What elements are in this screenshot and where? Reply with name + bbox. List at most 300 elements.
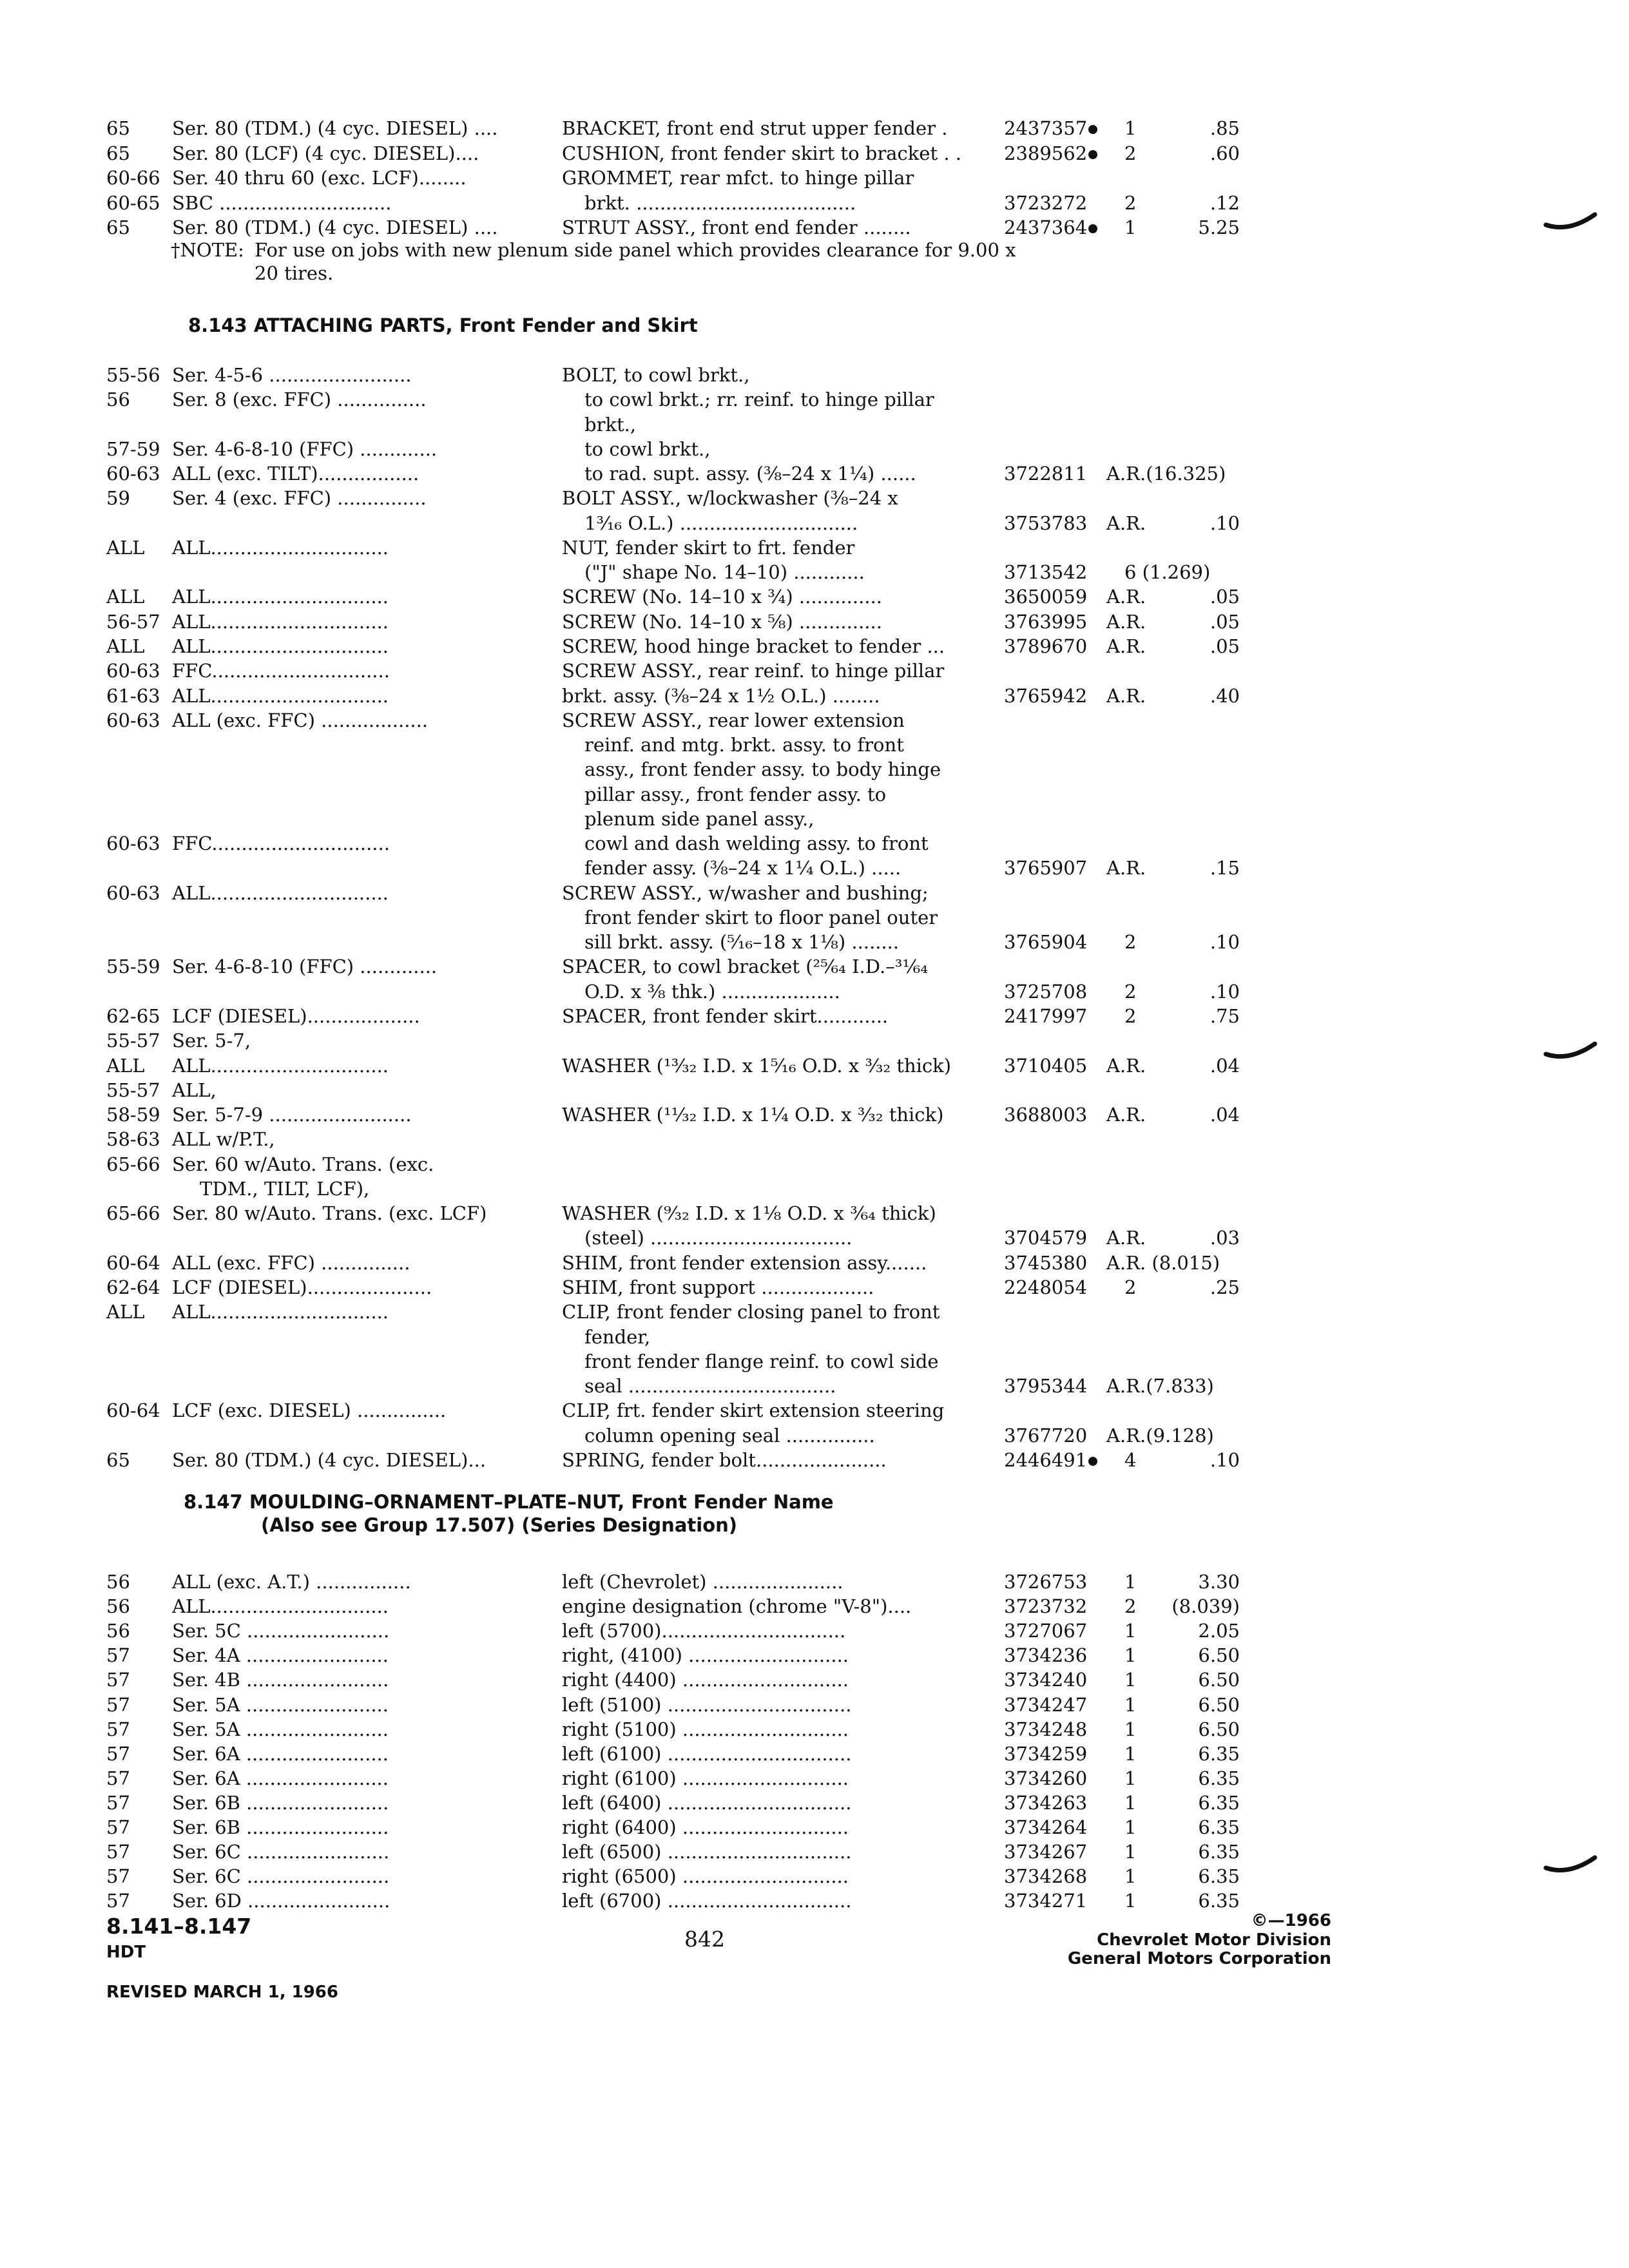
part-description: fender, [584, 1325, 651, 1348]
list-price: .10 [1210, 512, 1240, 534]
parts-row [0, 881, 1629, 905]
model-year: 57 [106, 1865, 130, 1888]
part-description: SCREW, hood hinge bracket to fender ... [562, 635, 945, 657]
model-year: ALL [106, 586, 145, 608]
quantity: A.R. (8.015) [1106, 1251, 1220, 1274]
parts-row [0, 461, 1629, 486]
part-description: WASHER (⁹⁄₃₂ I.D. x 1⅛ O.D. x ³⁄₆₄ thick) [562, 1202, 936, 1225]
parts-row [0, 1742, 1629, 1766]
model-year: 57 [106, 1841, 130, 1863]
model-year: 57 [106, 1791, 130, 1814]
parts-row [0, 1693, 1629, 1717]
part-description: column opening seal ............... [584, 1424, 875, 1446]
model-year: 57-59 [106, 437, 160, 460]
part-number [1004, 634, 1087, 658]
parts-row [0, 1840, 1629, 1864]
part-description: left (6400) ............................... [562, 1791, 852, 1814]
parts-row [0, 930, 1629, 954]
list-price: 6.35 [1198, 1742, 1240, 1765]
series: ALL.............................. [172, 1054, 389, 1077]
series: Ser. 4 (exc. FFC) ............... [172, 487, 427, 510]
part-number-text: 3767720 [1004, 1424, 1088, 1446]
parts-row [0, 1078, 1629, 1102]
series: ALL.............................. [172, 635, 389, 657]
parts-row [0, 1815, 1629, 1840]
model-year: 56 [106, 1571, 130, 1593]
model-year: 58-59 [106, 1104, 160, 1126]
parts-row [0, 954, 1629, 979]
part-number-text: 3723732 [1004, 1595, 1088, 1618]
parts-row [0, 1423, 1629, 1448]
parts-row [0, 733, 1629, 757]
part-description: STRUT ASSY., front end fender ........ [562, 216, 911, 239]
part-number [1004, 461, 1087, 486]
part-number [1004, 1570, 1087, 1594]
quantity: 1 [1124, 1890, 1137, 1912]
part-description: CLIP, front fender closing panel to front [562, 1301, 940, 1323]
series: FFC.............................. [172, 660, 390, 682]
parts-row [0, 535, 1629, 560]
part-number-text: 3763995 [1004, 610, 1088, 633]
parts-row [0, 437, 1629, 461]
part-number-text: 3710405 [1004, 1054, 1088, 1077]
part-description: SCREW ASSY., rear lower extension [562, 709, 905, 731]
parts-row [0, 1374, 1629, 1398]
part-number [1004, 1275, 1087, 1300]
part-description: right (6100) ............................ [562, 1767, 849, 1789]
parts-row [0, 1300, 1629, 1324]
parts-row [0, 1791, 1629, 1815]
list-price: 6.50 [1198, 1644, 1240, 1667]
part-number [1004, 1251, 1087, 1275]
series: LCF (DIESEL)..................... [172, 1276, 432, 1298]
part-description: right (4400) ............................ [562, 1669, 849, 1691]
part-description: right, (4100) ........................... [562, 1644, 849, 1667]
part-description: left (Chevrolet) ...................... [562, 1571, 843, 1593]
part-description: NUT, fender skirt to frt. fender [562, 536, 855, 559]
part-description: 1³⁄₁₆ O.L.) .............................. [584, 512, 858, 534]
model-year: 65 [106, 1448, 130, 1471]
parts-row [0, 856, 1629, 880]
quantity: 2 [1124, 1595, 1137, 1618]
part-description: right (6400) ............................ [562, 1816, 849, 1838]
list-price: .10 [1210, 931, 1240, 954]
model-year: 60-63 [106, 660, 160, 682]
quantity: A.R. [1106, 635, 1146, 657]
new-part-bullet-icon [1088, 125, 1097, 134]
quantity: 1 [1124, 1742, 1137, 1765]
part-number [1004, 1594, 1087, 1619]
model-year: 62-64 [106, 1276, 160, 1298]
list-price: 6.35 [1198, 1890, 1240, 1912]
part-number-text: 2417997 [1004, 1005, 1088, 1028]
part-number-text: 3734248 [1004, 1718, 1088, 1740]
parts-row [0, 584, 1629, 609]
parts-row [0, 979, 1629, 1004]
footer-division: Chevrolet Motor Division [1097, 1930, 1331, 1950]
part-number [1004, 1888, 1087, 1913]
parts-row [0, 807, 1629, 831]
part-number-text: 3734240 [1004, 1669, 1088, 1691]
parts-row [0, 1201, 1629, 1225]
parts-row [0, 1570, 1629, 1594]
parts-row [0, 658, 1629, 683]
new-part-bullet-icon [1088, 150, 1097, 159]
part-number-text: 2446491 [1004, 1448, 1088, 1471]
quantity: A.R. [1106, 1104, 1146, 1126]
list-price: 6.35 [1198, 1791, 1240, 1814]
list-price: 6.35 [1198, 1865, 1240, 1888]
part-description: engine designation (chrome "V-8").... [562, 1595, 912, 1618]
part-number-text: 3725708 [1004, 980, 1088, 1003]
model-year: ALL [106, 635, 145, 657]
series: ALL, [172, 1079, 217, 1101]
footer-copyright: ©—1966 [1251, 1911, 1331, 1930]
model-year: 60-63 [106, 832, 160, 855]
part-number [1004, 511, 1087, 535]
series: Ser. 5A ........................ [172, 1693, 389, 1716]
footer-section-range: 8.141–8.147 [106, 1914, 252, 1939]
parts-row [0, 486, 1629, 510]
series: Ser. 6A ........................ [172, 1742, 389, 1765]
part-number-text: 3734236 [1004, 1644, 1088, 1667]
part-description: brkt. ..................................... [584, 191, 856, 214]
part-number-text: 3650059 [1004, 586, 1088, 608]
parts-row [0, 1225, 1629, 1250]
model-year: 65-66 [106, 1202, 160, 1225]
series: ALL.............................. [172, 684, 389, 707]
series: Ser. 5-7, [172, 1030, 251, 1052]
parts-row [0, 1177, 1629, 1201]
binder-clip-mark-1 [1543, 208, 1601, 234]
part-number-text: 3734267 [1004, 1841, 1088, 1863]
binder-clip-mark-2 [1543, 1037, 1601, 1063]
part-number [1004, 1374, 1087, 1398]
series: ALL.............................. [172, 610, 389, 633]
quantity: A.R. [1106, 1227, 1146, 1249]
part-number-text: 3745380 [1004, 1251, 1088, 1274]
list-price: 6.50 [1198, 1669, 1240, 1691]
model-year: 65 [106, 142, 130, 164]
part-number [1004, 979, 1087, 1004]
page-number: 842 [684, 1927, 725, 1952]
part-number-text: 2437364 [1004, 216, 1088, 239]
part-number-text: 3734268 [1004, 1865, 1088, 1888]
part-description: SCREW ASSY., rear reinf. to hinge pillar [562, 660, 945, 682]
quantity: A.R. [1106, 857, 1146, 879]
model-year: 57 [106, 1767, 130, 1789]
series: Ser. 4-6-8-10 (FFC) ............. [172, 437, 438, 460]
series: Ser. 6C ........................ [172, 1865, 390, 1888]
parts-row [0, 905, 1629, 930]
list-price: .12 [1210, 191, 1240, 214]
model-year: ALL [106, 1054, 145, 1077]
series: ALL w/P.T., [172, 1128, 275, 1151]
part-description: seal ................................... [584, 1375, 836, 1398]
series: Ser. 60 w/Auto. Trans. (exc. [172, 1153, 434, 1175]
model-year: 57 [106, 1890, 130, 1912]
list-price: 5.25 [1198, 216, 1240, 239]
quantity: A.R. [1106, 610, 1146, 633]
part-number-text: 3704579 [1004, 1227, 1088, 1249]
model-year: ALL [106, 536, 145, 559]
quantity: 1 [1124, 1841, 1137, 1863]
parts-row [0, 191, 1629, 215]
quantity: 2 [1124, 931, 1137, 954]
part-description: brkt. assy. (⅜–24 x 1½ O.L.) ........ [562, 684, 880, 707]
series: Ser. 8 (exc. FFC) ............... [172, 389, 427, 411]
model-year: 65 [106, 117, 130, 139]
part-description: left (6700) ............................... [562, 1890, 852, 1912]
parts-row [0, 1349, 1629, 1374]
quantity: 1 [1124, 1791, 1137, 1814]
parts-row [0, 610, 1629, 634]
quantity: 1 [1124, 1693, 1137, 1716]
model-year: 55-57 [106, 1030, 160, 1052]
part-number [1004, 1766, 1087, 1791]
series: Ser. 80 w/Auto. Trans. (exc. LCF) [172, 1202, 487, 1225]
parts-row [0, 215, 1629, 240]
part-number [1004, 1815, 1087, 1840]
new-part-bullet-icon [1088, 1457, 1097, 1466]
parts-row [0, 1275, 1629, 1300]
series: Ser. 6A ........................ [172, 1767, 389, 1789]
series: ALL (exc. TILT)................. [172, 463, 419, 485]
parts-row [0, 1667, 1629, 1692]
model-year: 57 [106, 1693, 130, 1716]
parts-row [0, 560, 1629, 584]
quantity: 6 (1.269) [1124, 561, 1211, 584]
part-description: SPRING, fender bolt...................... [562, 1448, 887, 1471]
series: Ser. 6B ........................ [172, 1791, 389, 1814]
parts-row [0, 757, 1629, 782]
list-price: 2.05 [1198, 1620, 1240, 1642]
series: Ser. 4A ........................ [172, 1644, 389, 1667]
section-heading-8-143: 8.143 ATTACHING PARTS, Front Fender and Skirt [188, 314, 698, 336]
parts-row [0, 141, 1629, 166]
parts-row [0, 1619, 1629, 1643]
model-year: 60-64 [106, 1399, 160, 1422]
model-year: 56 [106, 1620, 130, 1642]
list-price: .03 [1210, 1227, 1240, 1249]
part-description: front fender flange reinf. to cowl side [584, 1350, 939, 1372]
part-description: left (5100) ............................... [562, 1693, 852, 1716]
quantity: 1 [1124, 1669, 1137, 1691]
part-number [1004, 1053, 1087, 1078]
model-year: 57 [106, 1718, 130, 1740]
quantity: A.R. [1106, 1054, 1146, 1077]
part-description: fender assy. (⅜–24 x 1¼ O.L.) ..... [584, 857, 901, 879]
quantity: 1 [1124, 1620, 1137, 1642]
part-description: SCREW ASSY., w/washer and bushing; [562, 881, 929, 904]
footer-corporation: General Motors Corporation [1067, 1949, 1331, 1968]
quantity: 1 [1124, 117, 1137, 139]
quantity: 2 [1124, 142, 1137, 164]
parts-row [0, 1717, 1629, 1742]
part-description: CLIP, frt. fender skirt extension steering [562, 1399, 945, 1422]
part-description: O.D. x ⅜ thk.) .................... [584, 980, 840, 1003]
part-description: sill brkt. assy. (⁵⁄₁₆–18 x 1⅛) ........ [584, 931, 900, 954]
parts-row [0, 387, 1629, 412]
part-number [1004, 116, 1097, 140]
part-description: WASHER (¹³⁄₃₂ I.D. x 1⁵⁄₁₆ O.D. x ³⁄₃₂ thick) [562, 1054, 952, 1077]
quantity: 1 [1124, 216, 1137, 239]
series: SBC ............................. [172, 191, 392, 214]
part-number-text: 2248054 [1004, 1276, 1088, 1298]
part-number-text: 3734247 [1004, 1693, 1088, 1716]
part-description: right (5100) ............................ [562, 1718, 849, 1740]
part-description: SCREW (No. 14–10 x ⅝) .............. [562, 610, 882, 633]
part-description: to cowl brkt.; rr. reinf. to hinge pillar [584, 389, 934, 411]
list-price: .40 [1210, 684, 1240, 707]
list-price: 6.35 [1198, 1816, 1240, 1838]
list-price: .85 [1210, 117, 1240, 139]
model-year: 65-66 [106, 1153, 160, 1175]
parts-row [0, 1594, 1629, 1619]
part-number-text: 3727067 [1004, 1620, 1088, 1642]
series: Ser. 6C ........................ [172, 1841, 390, 1863]
part-number-text: 3734259 [1004, 1742, 1088, 1765]
series: ALL.............................. [172, 1301, 389, 1323]
quantity: A.R. [1106, 512, 1146, 534]
part-number-text: 3734260 [1004, 1767, 1088, 1789]
parts-row [0, 363, 1629, 387]
list-price: .05 [1210, 610, 1240, 633]
series: ALL (exc. FFC) .................. [172, 709, 429, 731]
series: FFC.............................. [172, 832, 390, 855]
part-number-text: 2389562 [1004, 142, 1088, 164]
part-number [1004, 1225, 1087, 1250]
part-number [1004, 684, 1087, 708]
list-price: .25 [1210, 1276, 1240, 1298]
parts-row [0, 1888, 1629, 1913]
part-number [1004, 1791, 1087, 1815]
part-description: left (6500) ............................... [562, 1841, 852, 1863]
parts-row [0, 511, 1629, 535]
model-year: 60-64 [106, 1251, 160, 1274]
series: Ser. 80 (TDM.) (4 cyc. DIESEL)... [172, 1448, 487, 1471]
list-price: .04 [1210, 1054, 1240, 1077]
model-year: 60-66 [106, 167, 160, 189]
model-year: 56 [106, 389, 130, 411]
part-number [1004, 1102, 1087, 1127]
part-description: left (6100) ............................... [562, 1742, 852, 1765]
series: Ser. 6D ........................ [172, 1890, 390, 1912]
part-description: BOLT, to cowl brkt., [562, 364, 750, 386]
list-price: 6.35 [1198, 1767, 1240, 1789]
parts-row [0, 831, 1629, 856]
list-price: 3.30 [1198, 1571, 1240, 1593]
part-number [1004, 215, 1097, 240]
parts-row [0, 634, 1629, 658]
part-description: left (5700)............................... [562, 1620, 846, 1642]
part-description: brkt., [584, 413, 637, 436]
parts-row [0, 116, 1629, 140]
model-year: ALL [106, 1301, 145, 1323]
parts-row [0, 1643, 1629, 1667]
parts-row [0, 1127, 1629, 1151]
parts-row [0, 1398, 1629, 1423]
series: ALL.............................. [172, 586, 389, 608]
binder-clip-mark-3 [1543, 1851, 1601, 1877]
quantity: 1 [1124, 1865, 1137, 1888]
series: ALL (exc. A.T.) ................ [172, 1571, 411, 1593]
part-number [1004, 1717, 1087, 1742]
part-number [1004, 1004, 1087, 1028]
list-price: .60 [1210, 142, 1240, 164]
part-description: BOLT ASSY., w/lockwasher (⅜–24 x [562, 487, 898, 510]
part-number-text: 3765942 [1004, 684, 1088, 707]
part-number-text: 3765904 [1004, 931, 1088, 954]
parts-row [0, 1004, 1629, 1028]
list-price: .10 [1210, 980, 1240, 1003]
part-number [1004, 856, 1087, 880]
part-description: SPACER, to cowl bracket (²⁵⁄₆₄ I.D.–³¹⁄₆₄ [562, 956, 929, 978]
model-year: 56 [106, 1595, 130, 1618]
part-number [1004, 141, 1097, 166]
part-description: CUSHION, front fender skirt to bracket . . [562, 142, 961, 164]
part-number [1004, 610, 1087, 634]
part-number-text: 3726753 [1004, 1571, 1088, 1593]
model-year: 56-57 [106, 610, 160, 633]
part-number [1004, 1840, 1087, 1864]
quantity: 2 [1124, 1276, 1137, 1298]
quantity: A.R.(7.833) [1106, 1375, 1214, 1398]
parts-row [0, 1864, 1629, 1888]
series: Ser. 80 (LCF) (4 cyc. DIESEL).... [172, 142, 479, 164]
model-year: 55-59 [106, 956, 160, 978]
part-number [1004, 191, 1087, 215]
quantity: A.R.(9.128) [1106, 1424, 1214, 1446]
footer-catalog: HDT [106, 1943, 146, 1962]
part-number-text: 3765907 [1004, 857, 1088, 879]
part-description: plenum side panel assy., [584, 807, 815, 830]
model-year: 58-63 [106, 1128, 160, 1151]
quantity: 2 [1124, 191, 1137, 214]
part-number [1004, 1693, 1087, 1717]
part-number [1004, 1423, 1087, 1448]
quantity: 1 [1124, 1644, 1137, 1667]
part-number-text: 3713542 [1004, 561, 1088, 584]
quantity: 1 [1124, 1571, 1137, 1593]
part-description: (steel) .................................. [584, 1227, 853, 1249]
part-number [1004, 560, 1087, 584]
parts-row [0, 1251, 1629, 1275]
list-price: (8.039) [1171, 1595, 1240, 1618]
model-year: 61-63 [106, 684, 160, 707]
list-price: 6.50 [1198, 1718, 1240, 1740]
parts-row [0, 1152, 1629, 1177]
list-price: .75 [1210, 1005, 1240, 1028]
part-description: SHIM, front support ................... [562, 1276, 874, 1298]
parts-row [0, 412, 1629, 437]
series: LCF (DIESEL)................... [172, 1005, 420, 1028]
quantity: 4 [1124, 1448, 1137, 1471]
model-year: 60-63 [106, 709, 160, 731]
model-year: 57 [106, 1669, 130, 1691]
part-number-text: 3734271 [1004, 1890, 1088, 1912]
series: Ser. 5C ........................ [172, 1620, 390, 1642]
model-year: 60-65 [106, 191, 160, 214]
part-number-text: 3688003 [1004, 1104, 1088, 1126]
part-number-text: 2437357 [1004, 117, 1088, 139]
part-description: cowl and dash welding assy. to front [584, 832, 929, 855]
series: Ser. 80 (TDM.) (4 cyc. DIESEL) .... [172, 216, 498, 239]
part-description: pillar assy., front fender assy. to [584, 783, 887, 805]
part-number [1004, 1667, 1087, 1692]
list-price: .05 [1210, 586, 1240, 608]
list-price: .10 [1210, 1448, 1240, 1471]
